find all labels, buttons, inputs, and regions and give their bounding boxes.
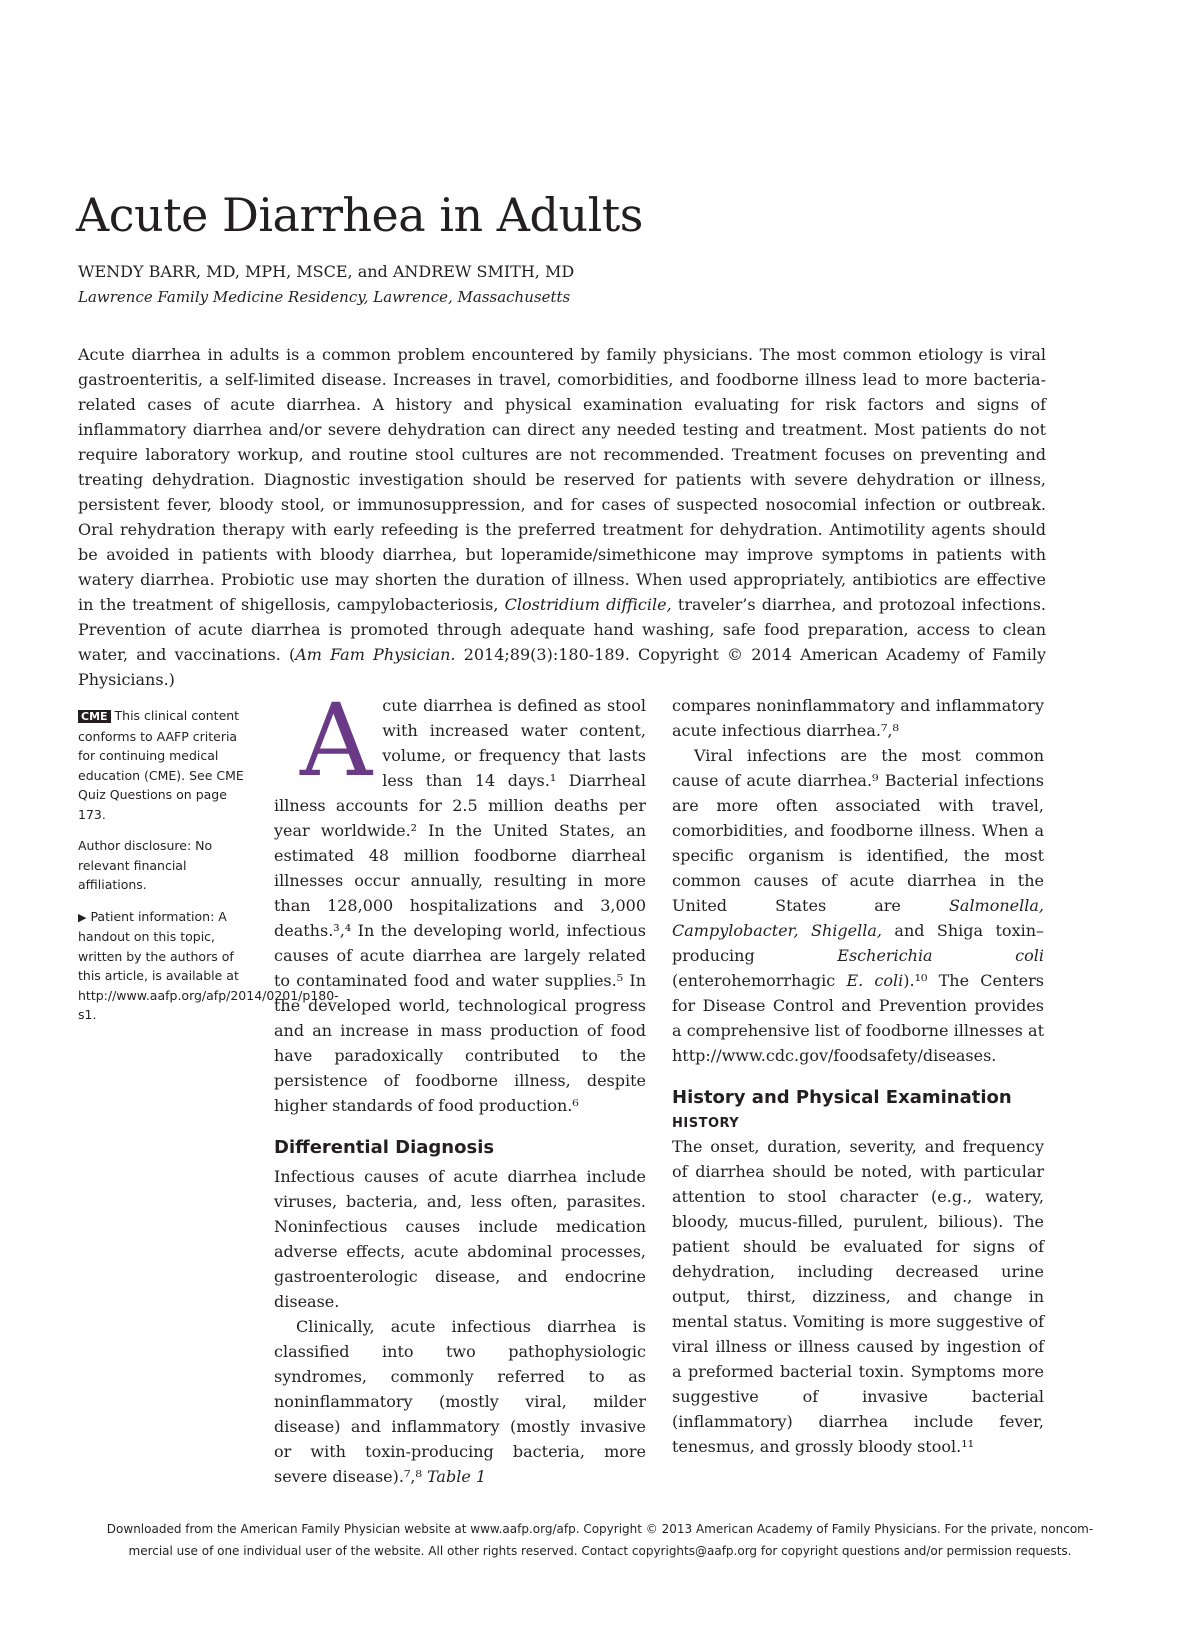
article-title: Acute Diarrhea in Adults xyxy=(76,188,643,242)
author-affiliation: Lawrence Family Medicine Residency, Lawrence, Massachusetts xyxy=(78,288,571,306)
subsection-heading-history: HISTORY xyxy=(672,1116,740,1131)
table-reference: Table 1 xyxy=(426,1467,487,1486)
section-heading-history-exam: History and Physical Examination xyxy=(672,1087,1012,1108)
footer-line-1: Downloaded from the American Family Physician website at www.aafp.org/afp. Copyright © 2013 American Academy of Family Physicians. For the private, noncom- xyxy=(106,1522,1094,1536)
viral-text-b: and Shiga toxin–producing xyxy=(672,921,1045,965)
differential-paragraph-1: Infectious causes of acute diarrhea include viruses, bacteria, and, less often, parasites. Noninfectious causes include medication adverse effects, acute abdominal processes, gastroenterologic disease, and endocrine disease. xyxy=(274,1167,646,1311)
differential-text-2: Clinically, acute infectious diarrhea is classified into two pathophysiologic syndromes, commonly referred to as noninflammatory (mostly viral, milder disease) and inflammatory (mostly invasive or with toxin-producing bacteria, more severe disease).⁷,⁸ xyxy=(274,1317,646,1486)
arrow-right-icon: ▶ xyxy=(78,910,87,924)
author-disclosure: Author disclosure: No relevant financial affiliations. xyxy=(78,838,213,892)
abstract-journal-name: Am Fam Physician. xyxy=(295,645,456,664)
drop-cap: A xyxy=(300,682,373,799)
body-column-2 xyxy=(672,693,1044,1459)
patient-info-label: Patient information: xyxy=(86,908,215,924)
history-paragraph: The onset, duration, severity, and frequency of diarrhea should be noted, with particular attention to stool character (e.g., watery, bloody, mucus-filled, purulent, bilious). The patient should be evaluated for signs of dehydration, including decreased urine output, thirst, dizziness, and change in mental status. Vomiting is more suggestive of viral illness or illness caused by ingestion of a preformed bacterial toxin. Symptoms more suggestive of invasive bacterial (inflammatory) diarrhea include fever, tenesmus, and grossly bloody stool.¹¹ xyxy=(672,1137,1044,1456)
organism-ecoli: E. coli xyxy=(846,971,904,990)
sidebar-notes xyxy=(78,706,339,1037)
organism-escherichia: Escherichia coli xyxy=(837,946,1044,965)
viral-text-c: (enterohemorrhagic xyxy=(672,971,847,990)
section-heading-differential: Differential Diagnosis xyxy=(274,1137,495,1158)
cme-text: This clinical content conforms to AAFP criteria for continuing medical education (CME). See CME Quiz Questions on page 173. xyxy=(78,708,244,822)
abstract xyxy=(78,342,1046,692)
cme-note xyxy=(78,706,253,824)
patient-info-text: A handout on this topic, written by the authors of this article, is available at http://www.aafp.org/afp/2014/0201/p180-s1. xyxy=(78,908,339,1022)
footer-line-2: mercial use of one individual user of the website. All other rights reserved. Contact copyrights@aafp.org for copyright questions and/or permission requests. xyxy=(128,1544,1072,1558)
page-footer xyxy=(60,1518,1140,1562)
continued-paragraph: compares noninflammatory and inflammatory acute infectious diarrhea.⁷,⁸ xyxy=(672,696,1044,740)
intro-paragraph xyxy=(274,682,646,1118)
viral-text-a: Viral infections are the most common cause of acute diarrhea.⁹ Bacterial infections are more often associated with travel, comorbidities, and foodborne illness. When a specific organism is identified, the most common causes of acute diarrhea in the United States are xyxy=(672,746,1044,915)
abstract-italic-1: Clostridium difficile, xyxy=(504,595,672,614)
patient-information-note xyxy=(78,907,339,1025)
cme-badge: CME xyxy=(78,710,111,723)
abstract-text-1: Acute diarrhea in adults is a common problem encountered by family physicians. The most common etiology is viral gastroenteritis, a self-limited disease. Increases in travel, comorbidities, and foodborne illness lead to more bacteria-related cases of acute diarrhea. A history and physical examination evaluating for risk factors and signs of inflammatory diarrhea and/or severe dehydration can direct any needed testing and treatment. Most patients do not require laboratory workup, and routine stool cultures are not recommended. Treatment focuses on preventing and treating dehydration. Diagnostic investigation should be reserved for patients with severe dehydration or illness, persistent fever, bloody stool, or immunosuppression, and for cases of suspected nosocomial infection or outbreak. Oral rehydration therapy with early refeeding is the preferred treatment for dehydration. Antimotility agents should be avoided in patients with bloody diarrhea, but loperamide/simethicone may improve symptoms in patients with watery diarrhea. Probiotic use may shorten the duration of illness. When used appropriately, antibiotics are effective in the treatment of shigellosis, campylobacteriosis, xyxy=(78,345,1046,614)
abstract-text-2: traveler’s diarrhea, and protozoal infections. Prevention of acute diarrhea is promoted through adequate hand washing, safe food preparation, access to clean water, and vaccinations. ( xyxy=(78,595,1046,664)
viral-infections-paragraph xyxy=(672,743,1044,1068)
differential-paragraph-2 xyxy=(274,1314,646,1489)
body-column-1 xyxy=(274,682,646,1489)
organism-names: Salmonella, Campylobacter, Shigella, xyxy=(672,896,1044,940)
intro-text: cute diarrhea is defined as stool with increased water content, volume, or frequency that lasts less than 14 days.¹ Diarrheal illness accounts for 2.5 million deaths per year worldwide.² In the United States, an estimated 48 million foodborne diarrheal illnesses occur annually, resulting in more than 128,000 hospitalizations and 3,000 deaths.³,⁴ In the developing world, infectious causes of acute diarrhea are largely related to contaminated food and water supplies.⁵ In the developed world, technological progress and an increase in mass production of food have paradoxically contributed to the persistence of foodborne illness, despite higher standards of food production.⁶ xyxy=(274,696,646,1115)
abstract-citation: 2014;89(3):180-189. Copyright © 2014 American Academy of Family Physicians.) xyxy=(78,645,1046,689)
author-list: WENDY BARR, MD, MPH, MSCE, and ANDREW SMITH, MD xyxy=(78,262,575,281)
viral-text-d: ).¹⁰ The Centers for Disease Control and Prevention provides a comprehensive list of foodborne illnesses at http://www.cdc.gov/foodsafety/diseases. xyxy=(672,971,1044,1065)
